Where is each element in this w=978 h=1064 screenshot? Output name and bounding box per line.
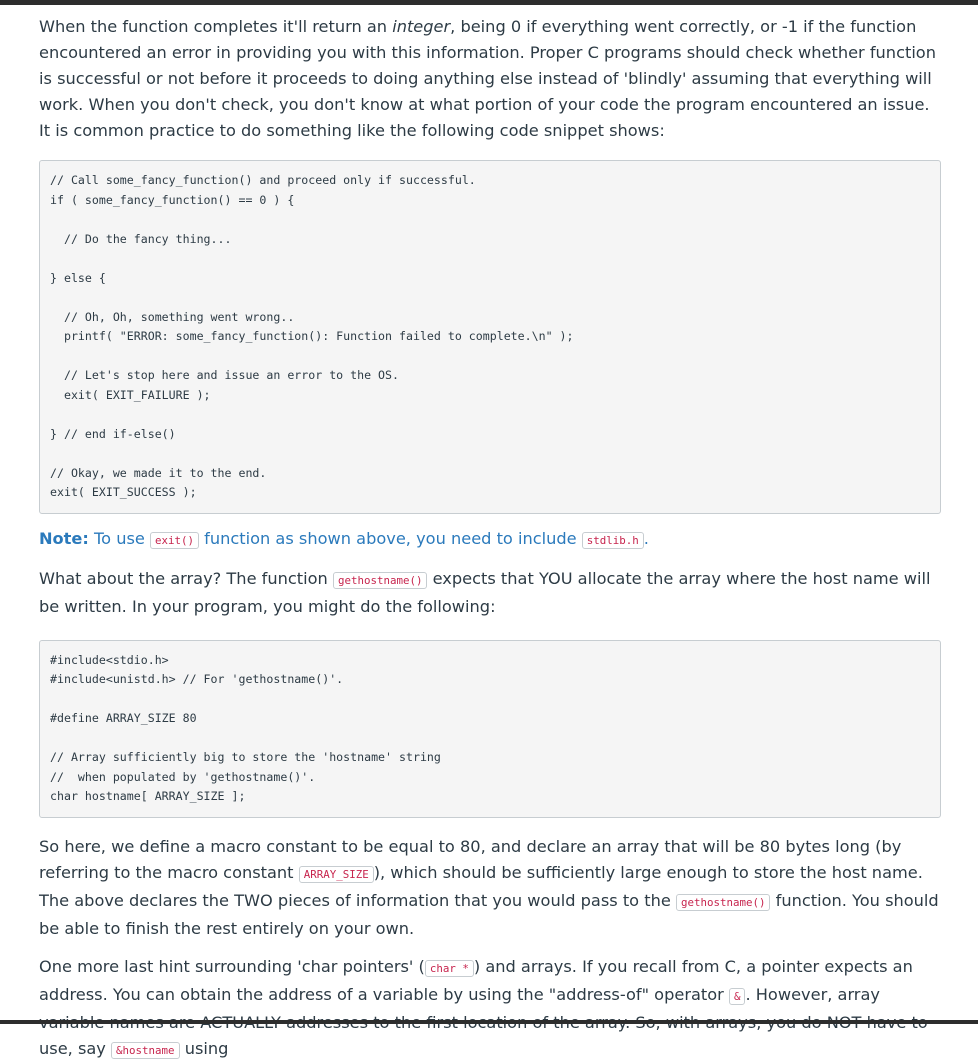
paragraph-return-value	[39, 14, 939, 144]
code-line: } // end if-else()	[50, 426, 176, 441]
code-line	[50, 249, 940, 269]
code-line	[50, 405, 940, 425]
note-label: Note:	[39, 528, 89, 548]
inline-code-gethostname: gethostname()	[333, 572, 428, 589]
bottom-bar	[0, 1020, 978, 1024]
code-line: // Oh, Oh, something went wrong..	[50, 309, 295, 324]
code-line: #include<unistd.h> // For 'gethostname()'.	[50, 672, 344, 686]
code-line: // Okay, we made it to the end.	[50, 465, 267, 480]
code-line: // Let's stop here and issue an error to the OS.	[50, 368, 400, 382]
text: . However, array use, say	[39, 984, 880, 1058]
text: using	[179, 1038, 229, 1058]
text: .	[643, 528, 649, 548]
text: So here, we define a macro constant to be equal to 80, and declare an array that will be 80 bytes long (by referring to the macro constant	[39, 836, 902, 882]
code-line: } else {	[50, 270, 106, 285]
code-line: // when populated by 'gethostname()'.	[50, 769, 316, 784]
page-content	[39, 14, 939, 1064]
code-line	[50, 729, 940, 749]
code-line: printf( "ERROR: some_fancy_function(): Function failed to complete.\n" );	[50, 329, 574, 343]
emphasis-integer: integer	[392, 17, 451, 36]
code-line: // Array sufficiently big to store the 'hostname' string	[50, 750, 441, 764]
paragraph-macro-constant	[39, 834, 939, 942]
code-block-hostname-array	[39, 640, 941, 818]
inline-code-gethostname: gethostname()	[676, 894, 771, 911]
text: , being 0 if everything went correctly, or -1 if the function encountered an error in providing you with this information. Proper C programs should check whether function is successful or not before it proceeds to doing anything else instead of 'blindly' assuming that everything will work. When you don't check, you don't know at what portion of your code the program encountered an issue. It is common practice to do something like the following code snippet shows:	[39, 17, 936, 140]
text: ) and arrays. If you recall from C, a pointer expects an address. You can obtain the address of a variable by using the "address-of" operator	[39, 956, 913, 1004]
inline-code-stdlib: stdlib.h	[582, 532, 644, 549]
text: When the function completes it'll return an	[39, 17, 393, 36]
code-line: exit( EXIT_FAILURE );	[50, 387, 211, 402]
inline-code-exit: exit()	[150, 532, 199, 549]
inline-code-address-of: &	[729, 988, 746, 1005]
code-line: #include<stdio.h>	[50, 652, 169, 667]
code-line: exit( EXIT_SUCCESS );	[50, 485, 197, 499]
code-line: char hostname[ ARRAY_SIZE ];	[50, 789, 246, 803]
top-bar	[0, 0, 978, 5]
inline-code-hostname-address: &hostname	[111, 1042, 180, 1059]
text: ), which should be sufficiently large enough to store the host name. The above declares the TWO pieces of information that you would pass to the	[39, 862, 923, 910]
code-line	[50, 288, 940, 308]
code-line: #define ARRAY_SIZE 80	[50, 711, 197, 725]
text: One more last hint surrounding 'char pointers' (	[39, 956, 425, 976]
paragraph-array	[39, 566, 939, 620]
code-line: if ( some_fancy_function() == 0 ) {	[50, 192, 295, 207]
code-line	[50, 690, 940, 710]
code-line	[50, 210, 940, 230]
code-block-fancy-function	[39, 160, 941, 514]
code-line	[50, 347, 940, 367]
text: function. You should be able to finish the rest entirely on your own.	[39, 890, 939, 938]
paragraph-char-pointers	[39, 954, 939, 1064]
text: To use	[88, 528, 150, 548]
code-line	[50, 444, 940, 464]
note-include-stdlib	[39, 526, 939, 554]
text: function as shown above, you need to include	[199, 528, 582, 548]
text: expects that YOU allocate the array where the host name will be written. In your program, you might do the following:	[39, 568, 931, 616]
text: What about the array? The function	[39, 568, 333, 588]
code-line: // Call some_fancy_function() and proceed only if successful.	[50, 173, 476, 187]
inline-code-array-size: ARRAY_SIZE	[299, 866, 374, 883]
code-line: // Do the fancy thing...	[50, 231, 232, 246]
inline-code-char-pointer: char *	[425, 960, 474, 977]
